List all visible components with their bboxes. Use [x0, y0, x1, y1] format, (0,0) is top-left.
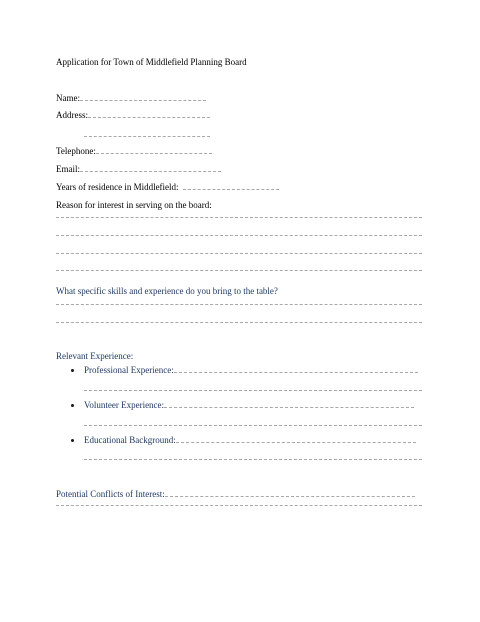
form-title: Application for Town of Middlefield Planning Board — [56, 57, 247, 67]
educational-background-label: Educational Background: — [84, 435, 176, 445]
professional-experience-blank-2[interactable] — [84, 382, 422, 391]
professional-experience-blank[interactable] — [174, 364, 418, 373]
conflicts-line-2[interactable] — [56, 504, 422, 506]
telephone-field[interactable] — [56, 145, 212, 157]
educational-background-line-2[interactable] — [84, 451, 422, 463]
address-blank-2[interactable] — [84, 128, 210, 137]
reason-label: Reason for interest in serving on the board: — [56, 200, 212, 210]
conflicts-blank[interactable] — [165, 488, 415, 497]
volunteer-experience-field[interactable] — [84, 399, 414, 411]
years-label: Years of residence in Middlefield: — [56, 182, 179, 192]
bullet-icon — [71, 404, 74, 407]
reason-line-4[interactable] — [56, 269, 422, 271]
educational-background-blank-2[interactable] — [84, 451, 422, 460]
professional-experience-label: Professional Experience: — [84, 365, 174, 375]
email-blank[interactable] — [80, 163, 221, 172]
volunteer-experience-label: Volunteer Experience: — [84, 400, 165, 410]
reason-line-2[interactable] — [56, 234, 422, 236]
name-label: Name: — [56, 93, 80, 103]
email-field[interactable] — [56, 163, 221, 175]
address-label: Address: — [56, 110, 88, 120]
conflicts-label: Potential Conflicts of Interest: — [56, 489, 165, 499]
telephone-label: Telephone: — [56, 146, 96, 156]
professional-experience-field[interactable] — [84, 364, 418, 376]
reason-line-1[interactable] — [56, 216, 422, 218]
name-field[interactable] — [56, 92, 206, 104]
educational-background-blank[interactable] — [176, 434, 416, 443]
address-blank-1[interactable] — [88, 109, 210, 118]
email-label: Email: — [56, 164, 80, 174]
professional-experience-line-2[interactable] — [84, 382, 422, 394]
volunteer-experience-blank-2[interactable] — [84, 417, 422, 426]
bullet-icon — [71, 369, 74, 372]
bullet-icon — [71, 439, 74, 442]
educational-background-field[interactable] — [84, 434, 416, 446]
years-field[interactable] — [56, 181, 279, 193]
name-blank[interactable] — [80, 92, 206, 101]
skills-line-1[interactable] — [56, 303, 422, 305]
volunteer-experience-line-2[interactable] — [84, 417, 422, 429]
years-blank[interactable] — [183, 181, 279, 190]
volunteer-experience-blank[interactable] — [164, 399, 414, 408]
skills-label: What specific skills and experience do you bring to the table? — [56, 286, 278, 296]
conflicts-field[interactable] — [56, 488, 415, 500]
address-field[interactable] — [56, 109, 210, 121]
skills-line-2[interactable] — [56, 321, 422, 323]
address-field-line-2[interactable] — [84, 128, 210, 140]
experience-heading: Relevant Experience: — [56, 351, 134, 361]
telephone-blank[interactable] — [96, 145, 212, 154]
reason-line-3[interactable] — [56, 252, 422, 254]
